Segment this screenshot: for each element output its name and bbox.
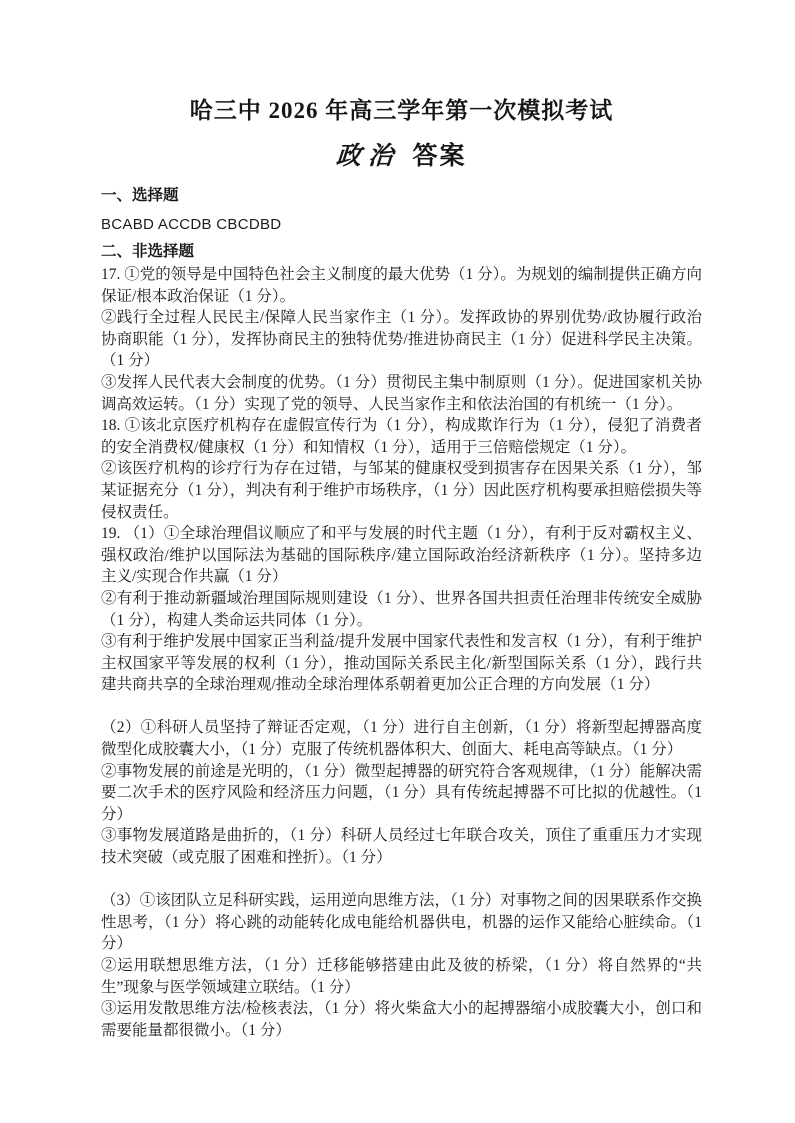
- answer-q19-part2-point-3: ③事物发展道路是曲折的，（1 分）科研人员经过七年联合攻关，顶住了重重压力才实现技术突破（或克服了困难和挫折）。（1 分）: [101, 827, 702, 867]
- answer-label: 答案: [412, 143, 467, 170]
- answer-q19-part2-point-2: ②事物发展的前途是光明的，（1 分）微型起搏器的研究符合客观规律，（1 分）能解决需要二次手术的医疗风险和经济压力问题，（1 分）具有传统起搏器不可比拟的优越性。（1 分）: [101, 762, 702, 823]
- subject-name: 政治: [335, 143, 402, 170]
- exam-title: 哈三中 2026 年高三学年第一次模拟考试: [189, 98, 614, 123]
- multiple-choice-answer-key: BCABD ACCDB CBCDBD: [101, 216, 282, 233]
- answer-q19-part1-point-1: 19. （1）①全球治理倡议顺应了和平与发展的时代主题（1 分），有利于反对霸权主义、强权政治/维护以国际法为基础的国际秩序/建立国际政治经济新秩序（1 分）。坚持多边主义/实现合作共赢（1 分）: [101, 525, 702, 586]
- answer-q17-point-2: ②践行全过程人民民主/保障人民当家作主（1 分）。发挥政协的界别优势/政协履行政治协商职能（1 分），发挥协商民主的独特优势/推进协商民主（1 分）促进科学民主决策。（1 分）: [101, 309, 702, 370]
- answer-q19-part3-point-1: （3）①该团队立足科研实践，运用逆向思维方法，（1 分）对事物之间的因果联系作交换性思考，（1 分）将心跳的动能转化成电能给机器供电，机器的运作又能给心脏续命。（1 分）: [101, 892, 702, 953]
- answer-q19-part3-point-2: ②运用联想思维方法，（1 分）迁移能够搭建由此及彼的桥梁，（1 分）将自然界的“共生”现象与医学领域建立联结。（1 分）: [101, 957, 702, 996]
- answer-q18-point-2: ②该医疗机构的诊疗行为存在过错，与邹某的健康权受到损害存在因果关系（1 分），邹某证据充分（1 分），判决有利于维护市场秩序，（1 分）因此医疗机构要承担赔偿损失等侵权责任。: [101, 460, 702, 521]
- answer-q19-part3-point-3: ③运用发散思维方法/检核表法，（1 分）将火柴盒大小的起搏器缩小成胶囊大小，创口和需要能量都很微小。（1 分）: [101, 1000, 702, 1039]
- answer-sheet-subtitle: [101, 141, 702, 173]
- section-1-heading: 一、选择题: [101, 187, 179, 204]
- answer-q19-part1-point-3: ③有利于维护发展中国家正当利益/提升发展中国家代表性和发言权（1 分），有利于维护主权国家平等发展的权利（1 分），推动国际关系民主化/新型国际关系（1 分），践行共建共商共享的全球治理观/推动全球治理体系朝着更加公正合理的方向发展（1 分）: [101, 633, 702, 694]
- answer-q19-part1-point-2: ②有利于推动新疆域治理国际规则建设（1 分）、世界各国共担责任治理非传统安全威胁（1 分），构建人类命运共同体（1 分）。: [101, 589, 702, 629]
- blank-line: [101, 869, 702, 891]
- blank-line: [101, 696, 702, 718]
- answer-q17-point-3: ③发挥人民代表大会制度的优势。（1 分）贯彻民主集中制原则（1 分）。促进国家机关协调高效运转。（1 分）实现了党的领导、人民当家作主和依法治国的有机统一（1 分）。: [101, 373, 702, 413]
- answer-q17-point-1: 17. ①党的领导是中国特色社会主义制度的最大优势（1 分）。为规划的编制提供正确方向保证/根本政治保证（1 分）。: [101, 266, 702, 305]
- answer-q19-part2-point-1: （2）①科研人员坚持了辩证否定观，（1 分）进行自主创新，（1 分）将新型起搏器高度微型化成胶囊大小，（1 分）克服了传统机器体积大、创面大、耗电高等缺点。（1 分）: [101, 719, 702, 759]
- answer-q18-point-1: 18. ①该北京医疗机构存在虚假宣传行为（1 分），构成欺诈行为（1 分），侵犯了消费者的安全消费权/健康权（1 分）和知情权（1 分），适用于三倍赔偿规定（1 分）。: [101, 417, 702, 456]
- section-2-heading: 二、非选择题: [101, 243, 195, 260]
- non-choice-answers: [101, 264, 702, 1041]
